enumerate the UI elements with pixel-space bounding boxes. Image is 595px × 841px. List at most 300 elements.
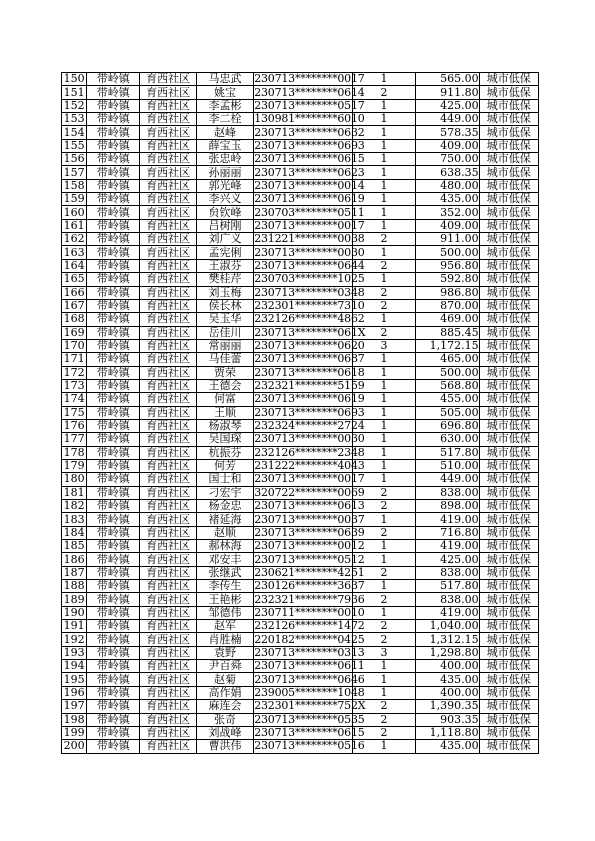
row-number-cell: 164 [62, 259, 87, 272]
person-name-cell: 赵军 [196, 620, 253, 633]
row-number-cell: 180 [62, 473, 87, 486]
person-name-cell: 褚延海 [196, 513, 253, 526]
person-name-cell: 杨淑琴 [196, 419, 253, 432]
row-number-cell: 187 [62, 566, 87, 579]
amount-cell: 592.80 [416, 273, 479, 286]
community-cell: 育西社区 [140, 526, 196, 539]
amount-cell: 1,118.80 [416, 726, 479, 739]
amount-cell: 870.00 [416, 299, 479, 312]
allowance-type-cell: 城市低保 [479, 206, 538, 219]
person-name-cell: 樊桂芹 [196, 273, 253, 286]
row-number-cell: 152 [62, 99, 87, 112]
person-name-cell: 孟宪俐 [196, 246, 253, 259]
town-cell: 带岭镇 [87, 286, 140, 299]
allowance-roster-table [61, 72, 539, 754]
community-cell: 育西社区 [140, 353, 196, 366]
id-number-cell: 230713********0619 [254, 192, 365, 206]
row-number-cell: 198 [62, 713, 87, 726]
table-row [62, 166, 539, 179]
allowance-type-cell: 城市低保 [479, 233, 538, 246]
row-number-cell: 192 [62, 633, 87, 646]
person-name-cell: 刁宏宇 [196, 486, 253, 499]
household-count-cell: 1 [352, 166, 415, 179]
table-row [62, 513, 539, 526]
allowance-type-cell: 城市低保 [479, 553, 538, 566]
id-number-cell: 230713********0618 [254, 365, 365, 379]
household-count-cell: 1 [352, 393, 415, 406]
household-count-cell: 1 [352, 219, 415, 232]
amount-cell: 568.80 [416, 379, 479, 392]
amount-cell: 435.00 [416, 193, 479, 206]
town-cell: 带岭镇 [87, 113, 140, 126]
table-row [62, 686, 539, 699]
community-cell: 育西社区 [140, 179, 196, 192]
amount-cell: 838.00 [416, 486, 479, 499]
amount-cell: 419.00 [416, 606, 479, 619]
row-number-cell: 151 [62, 86, 87, 99]
amount-cell: 898.00 [416, 500, 479, 513]
community-cell: 育西社区 [140, 633, 196, 646]
id-number-cell: 230713********0619 [254, 392, 365, 406]
id-number-cell: 232301********7310 [254, 299, 365, 313]
table-row [62, 86, 539, 99]
town-cell: 带岭镇 [87, 73, 140, 86]
town-cell: 带岭镇 [87, 526, 140, 539]
community-cell: 育西社区 [140, 513, 196, 526]
community-cell: 育西社区 [140, 660, 196, 673]
table-row [62, 633, 539, 646]
id-number-cell: 231221********0038 [254, 232, 365, 246]
table-row [62, 726, 539, 739]
amount-cell: 449.00 [416, 473, 479, 486]
id-number-cell: 230713********0646 [254, 672, 365, 686]
person-name-cell: 李孟彬 [196, 99, 253, 112]
community-cell: 育西社区 [140, 73, 196, 86]
town-cell: 带岭镇 [87, 86, 140, 99]
allowance-type-cell: 城市低保 [479, 139, 538, 152]
household-count-cell: 1 [352, 113, 415, 126]
town-cell: 带岭镇 [87, 740, 140, 753]
community-cell: 育西社区 [140, 473, 196, 486]
person-name-cell: 吴国琛 [196, 433, 253, 446]
amount-cell: 449.00 [416, 113, 479, 126]
allowance-type-cell: 城市低保 [479, 379, 538, 392]
town-cell: 带岭镇 [87, 206, 140, 219]
community-cell: 育西社区 [140, 273, 196, 286]
community-cell: 育西社区 [140, 153, 196, 166]
row-number-cell: 181 [62, 486, 87, 499]
household-count-cell: 2 [352, 526, 415, 539]
row-number-cell: 156 [62, 153, 87, 166]
id-number-cell: 320722********0069 [254, 485, 365, 499]
town-cell: 带岭镇 [87, 379, 140, 392]
person-name-cell: 何芳 [196, 459, 253, 472]
allowance-type-cell: 城市低保 [479, 286, 538, 299]
town-cell: 带岭镇 [87, 433, 140, 446]
amount-cell: 409.00 [416, 219, 479, 232]
community-cell: 育西社区 [140, 700, 196, 713]
household-count-cell: 1 [352, 353, 415, 366]
amount-cell: 1,040.00 [416, 620, 479, 633]
row-number-cell: 190 [62, 606, 87, 619]
allowance-type-cell: 城市低保 [479, 73, 538, 86]
allowance-type-cell: 城市低保 [479, 513, 538, 526]
household-count-cell: 1 [352, 459, 415, 472]
row-number-cell: 200 [62, 740, 87, 753]
community-cell: 育西社区 [140, 233, 196, 246]
community-cell: 育西社区 [140, 366, 196, 379]
community-cell: 育西社区 [140, 686, 196, 699]
community-cell: 育西社区 [140, 593, 196, 606]
table-row [62, 299, 539, 312]
amount-cell: 425.00 [416, 99, 479, 112]
id-number-cell: 230713********0012 [254, 539, 365, 553]
person-name-cell: 孙丽丽 [196, 166, 253, 179]
town-cell: 带岭镇 [87, 713, 140, 726]
amount-cell: 455.00 [416, 393, 479, 406]
table-row [62, 99, 539, 112]
table-row [62, 566, 539, 579]
table-row [62, 700, 539, 713]
household-count-cell: 1 [352, 99, 415, 112]
town-cell: 带岭镇 [87, 633, 140, 646]
id-number-cell: 230713********0535 [254, 712, 365, 726]
town-cell: 带岭镇 [87, 353, 140, 366]
person-name-cell: 曹洪伟 [196, 740, 253, 753]
row-number-cell: 169 [62, 326, 87, 339]
household-count-cell: 3 [352, 339, 415, 352]
household-count-cell: 1 [352, 153, 415, 166]
allowance-type-cell: 城市低保 [479, 339, 538, 352]
table-row [62, 259, 539, 272]
person-name-cell: 肖胜楠 [196, 633, 253, 646]
amount-cell: 911.00 [416, 233, 479, 246]
row-number-cell: 196 [62, 686, 87, 699]
table-row [62, 406, 539, 419]
household-count-cell: 1 [352, 406, 415, 419]
amount-cell: 435.00 [416, 740, 479, 753]
id-number-cell: 230713********0687 [254, 352, 365, 366]
town-cell: 带岭镇 [87, 446, 140, 459]
community-cell: 育西社区 [140, 193, 196, 206]
household-count-cell: 1 [352, 313, 415, 326]
community-cell: 育西社区 [140, 259, 196, 272]
household-count-cell: 1 [352, 206, 415, 219]
allowance-type-cell: 城市低保 [479, 179, 538, 192]
amount-cell: 409.00 [416, 139, 479, 152]
amount-cell: 425.00 [416, 553, 479, 566]
household-count-cell: 1 [352, 580, 415, 593]
id-number-cell: 230713********0611 [254, 659, 365, 673]
person-name-cell: 王淑芬 [196, 259, 253, 272]
person-name-cell: 王艳彬 [196, 593, 253, 606]
person-name-cell: 郭光峰 [196, 179, 253, 192]
amount-cell: 696.80 [416, 419, 479, 432]
community-cell: 育西社区 [140, 740, 196, 753]
row-number-cell: 163 [62, 246, 87, 259]
household-count-cell: 2 [352, 726, 415, 739]
allowance-type-cell: 城市低保 [479, 419, 538, 432]
row-number-cell: 182 [62, 500, 87, 513]
table-row [62, 580, 539, 593]
town-cell: 带岭镇 [87, 126, 140, 139]
amount-cell: 1,390.35 [416, 700, 479, 713]
household-count-cell: 1 [352, 366, 415, 379]
id-number-cell: 232126********4862 [254, 312, 365, 326]
allowance-type-cell: 城市低保 [479, 606, 538, 619]
household-count-cell: 2 [352, 286, 415, 299]
allowance-type-cell: 城市低保 [479, 126, 538, 139]
table-row [62, 433, 539, 446]
row-number-cell: 159 [62, 193, 87, 206]
id-number-cell: 232324********2724 [254, 419, 365, 433]
row-number-cell: 173 [62, 379, 87, 392]
town-cell: 带岭镇 [87, 219, 140, 232]
household-count-cell: 2 [352, 566, 415, 579]
row-number-cell: 155 [62, 139, 87, 152]
town-cell: 带岭镇 [87, 313, 140, 326]
table-row [62, 273, 539, 286]
community-cell: 育西社区 [140, 406, 196, 419]
row-number-cell: 170 [62, 339, 87, 352]
person-name-cell: 刘战峰 [196, 726, 253, 739]
table-row [62, 459, 539, 472]
amount-cell: 469.00 [416, 313, 479, 326]
table-row [62, 660, 539, 673]
town-cell: 带岭镇 [87, 660, 140, 673]
person-name-cell: 张奇 [196, 713, 253, 726]
household-count-cell: 1 [352, 139, 415, 152]
id-number-cell: 230713********0615 [254, 152, 365, 166]
row-number-cell: 175 [62, 406, 87, 419]
household-count-cell: 1 [352, 126, 415, 139]
row-number-cell: 165 [62, 273, 87, 286]
allowance-type-cell: 城市低保 [479, 593, 538, 606]
amount-cell: 517.80 [416, 446, 479, 459]
id-number-cell: 230713********0348 [254, 285, 365, 299]
id-number-cell: 230713********0037 [254, 512, 365, 526]
id-number-cell: 232126********1472 [254, 619, 365, 633]
row-number-cell: 172 [62, 366, 87, 379]
amount-cell: 565.00 [416, 73, 479, 86]
household-count-cell: 1 [352, 246, 415, 259]
row-number-cell: 153 [62, 113, 87, 126]
amount-cell: 1,172.15 [416, 339, 479, 352]
person-name-cell: 张忠岭 [196, 153, 253, 166]
community-cell: 育西社区 [140, 379, 196, 392]
table-row [62, 313, 539, 326]
row-number-cell: 157 [62, 166, 87, 179]
row-number-cell: 197 [62, 700, 87, 713]
allowance-type-cell: 城市低保 [479, 433, 538, 446]
allowance-type-cell: 城市低保 [479, 580, 538, 593]
row-number-cell: 189 [62, 593, 87, 606]
amount-cell: 1,298.80 [416, 646, 479, 659]
town-cell: 带岭镇 [87, 166, 140, 179]
household-count-cell: 1 [352, 73, 415, 86]
household-count-cell: 2 [352, 299, 415, 312]
amount-cell: 638.35 [416, 166, 479, 179]
person-name-cell: 赵峰 [196, 126, 253, 139]
person-name-cell: 常丽丽 [196, 339, 253, 352]
table-row [62, 366, 539, 379]
id-number-cell: 232301********752X [254, 699, 366, 713]
household-count-cell: 1 [352, 673, 415, 686]
household-count-cell: 2 [352, 259, 415, 272]
row-number-cell: 168 [62, 313, 87, 326]
community-cell: 育西社区 [140, 139, 196, 152]
allowance-type-cell: 城市低保 [479, 540, 538, 553]
allowance-type-cell: 城市低保 [479, 246, 538, 259]
row-number-cell: 193 [62, 646, 87, 659]
person-name-cell: 贠钦峰 [196, 206, 253, 219]
household-count-cell: 2 [352, 326, 415, 339]
town-cell: 带岭镇 [87, 646, 140, 659]
amount-cell: 716.80 [416, 526, 479, 539]
amount-cell: 465.00 [416, 353, 479, 366]
table-row [62, 593, 539, 606]
household-count-cell: 1 [352, 379, 415, 392]
person-name-cell: 薛宝玉 [196, 139, 253, 152]
allowance-type-cell: 城市低保 [479, 486, 538, 499]
table-row [62, 339, 539, 352]
allowance-type-cell: 城市低保 [479, 353, 538, 366]
person-name-cell: 贾荣 [196, 366, 253, 379]
person-name-cell: 马忠武 [196, 73, 253, 86]
allowance-type-cell: 城市低保 [479, 99, 538, 112]
person-name-cell: 李兴义 [196, 193, 253, 206]
person-name-cell: 国士和 [196, 473, 253, 486]
person-name-cell: 高作娟 [196, 686, 253, 699]
community-cell: 育西社区 [140, 646, 196, 659]
community-cell: 育西社区 [140, 326, 196, 339]
person-name-cell: 杨金忠 [196, 500, 253, 513]
id-number-cell: 230713********0517 [254, 98, 365, 112]
id-number-cell: 230713********0516 [254, 739, 365, 753]
community-cell: 育西社区 [140, 339, 196, 352]
household-count-cell: 1 [352, 419, 415, 432]
household-count-cell: 1 [352, 193, 415, 206]
household-count-cell: 1 [352, 273, 415, 286]
household-count-cell: 2 [352, 500, 415, 513]
allowance-type-cell: 城市低保 [479, 259, 538, 272]
allowance-type-cell: 城市低保 [479, 660, 538, 673]
household-count-cell: 1 [352, 179, 415, 192]
town-cell: 带岭镇 [87, 366, 140, 379]
household-count-cell: 1 [352, 540, 415, 553]
table-row [62, 500, 539, 513]
person-name-cell: 张继武 [196, 566, 253, 579]
town-cell: 带岭镇 [87, 580, 140, 593]
town-cell: 带岭镇 [87, 513, 140, 526]
amount-cell: 1,312.15 [416, 633, 479, 646]
id-number-cell: 230713********0313 [254, 645, 365, 659]
row-number-cell: 150 [62, 73, 87, 86]
community-cell: 育西社区 [140, 713, 196, 726]
row-number-cell: 154 [62, 126, 87, 139]
town-cell: 带岭镇 [87, 179, 140, 192]
id-number-cell: 231222********4043 [254, 459, 365, 473]
id-number-cell: 230713********0632 [254, 125, 365, 139]
town-cell: 带岭镇 [87, 193, 140, 206]
person-name-cell: 侯长林 [196, 299, 253, 312]
table-row [62, 286, 539, 299]
allowance-type-cell: 城市低保 [479, 153, 538, 166]
amount-cell: 578.35 [416, 126, 479, 139]
row-number-cell: 199 [62, 726, 87, 739]
person-name-cell: 李传生 [196, 580, 253, 593]
id-number-cell: 230713********0017 [254, 472, 365, 486]
town-cell: 带岭镇 [87, 566, 140, 579]
id-number-cell: 230713********0623 [254, 165, 365, 179]
household-count-cell: 1 [352, 513, 415, 526]
household-count-cell: 2 [352, 86, 415, 99]
person-name-cell: 赵菊 [196, 673, 253, 686]
amount-cell: 510.00 [416, 459, 479, 472]
id-number-cell: 230713********0017 [254, 72, 365, 86]
town-cell: 带岭镇 [87, 419, 140, 432]
amount-cell: 352.00 [416, 206, 479, 219]
allowance-type-cell: 城市低保 [479, 113, 538, 126]
amount-cell: 986.80 [416, 286, 479, 299]
town-cell: 带岭镇 [87, 553, 140, 566]
row-number-cell: 174 [62, 393, 87, 406]
allowance-type-cell: 城市低保 [479, 299, 538, 312]
table-row [62, 219, 539, 232]
amount-cell: 480.00 [416, 179, 479, 192]
id-number-cell: 232321********5159 [254, 379, 365, 393]
table-row [62, 526, 539, 539]
id-number-cell: 230713********0615 [254, 726, 365, 740]
table-row [62, 713, 539, 726]
household-count-cell: 3 [352, 646, 415, 659]
id-number-cell: 230711********0010 [254, 605, 365, 619]
table-row [62, 646, 539, 659]
row-number-cell: 167 [62, 299, 87, 312]
allowance-type-cell: 城市低保 [479, 193, 538, 206]
person-name-cell: 杭振芬 [196, 446, 253, 459]
amount-cell: 419.00 [416, 513, 479, 526]
table-row [62, 419, 539, 432]
allowance-type-cell: 城市低保 [479, 633, 538, 646]
person-name-cell: 刘广义 [196, 233, 253, 246]
community-cell: 育西社区 [140, 486, 196, 499]
row-number-cell: 171 [62, 353, 87, 366]
community-cell: 育西社区 [140, 299, 196, 312]
person-name-cell: 岳佳川 [196, 326, 253, 339]
table-row [62, 113, 539, 126]
id-number-cell: 230713********0644 [254, 258, 365, 272]
row-number-cell: 178 [62, 446, 87, 459]
community-cell: 育西社区 [140, 246, 196, 259]
allowance-type-cell: 城市低保 [479, 219, 538, 232]
id-number-cell: 230713********0030 [254, 245, 365, 259]
community-cell: 育西社区 [140, 620, 196, 633]
town-cell: 带岭镇 [87, 406, 140, 419]
table-row [62, 353, 539, 366]
amount-cell: 838.00 [416, 566, 479, 579]
table-row [62, 73, 539, 86]
town-cell: 带岭镇 [87, 540, 140, 553]
town-cell: 带岭镇 [87, 673, 140, 686]
household-count-cell: 1 [352, 686, 415, 699]
community-cell: 育西社区 [140, 673, 196, 686]
person-name-cell: 吕树刚 [196, 219, 253, 232]
amount-cell: 500.00 [416, 246, 479, 259]
id-number-cell: 230713********0014 [254, 178, 365, 192]
town-cell: 带岭镇 [87, 686, 140, 699]
allowance-type-cell: 城市低保 [479, 446, 538, 459]
